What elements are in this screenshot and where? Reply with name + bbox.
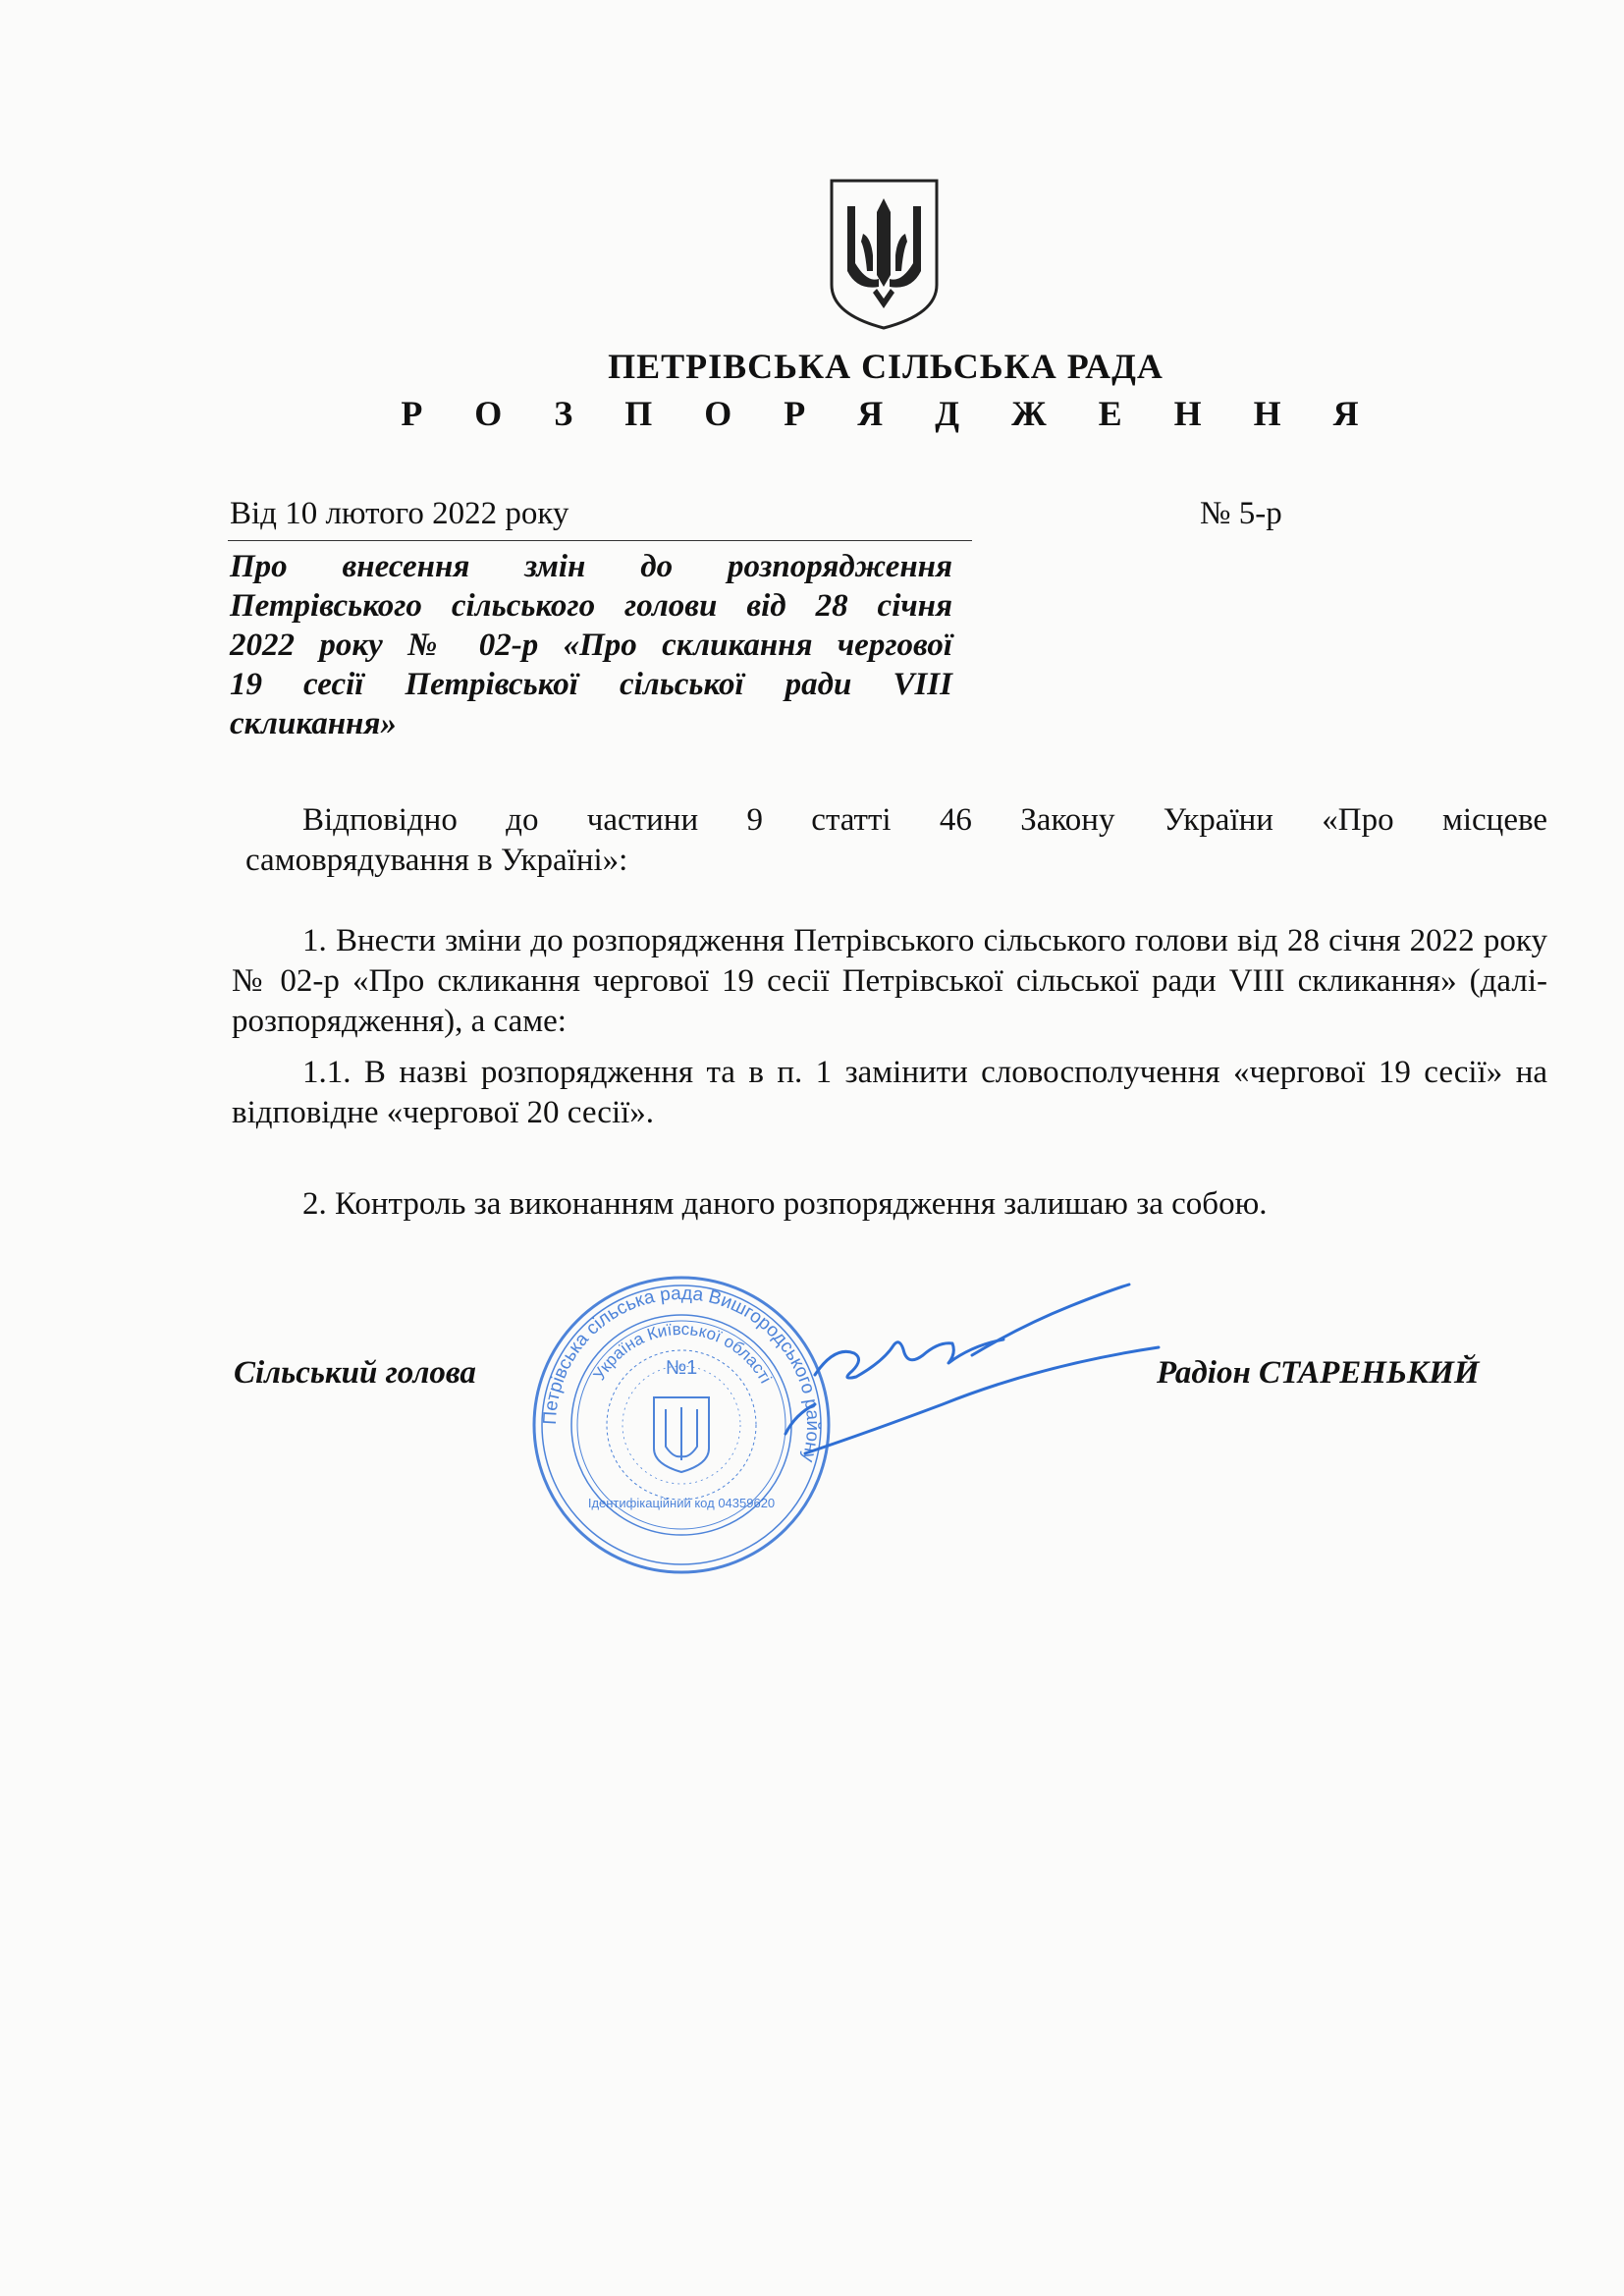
document-type-title: Р О З П О Р Я Д Ж Е Н Н Я <box>401 394 1380 433</box>
order-item-2: 2. Контроль за виконанням даного розпорядження залишаю за собою. <box>302 1186 1268 1222</box>
subject-line: скликання» <box>230 706 397 741</box>
stamp-inner-text: Україна Київської області <box>589 1319 776 1387</box>
legal-basis-line: Відповідно до частини 9 статті 46 Закону України «Про місцеве <box>302 802 1547 838</box>
subject-line: Петрівського сільського голови від 28 січня <box>230 588 952 624</box>
subject-line: Про внесення змін до розпорядження <box>230 549 952 584</box>
subject-line: 19 сесії Петрівської сільської ради VIII <box>230 667 952 702</box>
order-item-1-1: 1.1. В назві розпорядження та в п. 1 замінити словосполучення «чергової 19 сесії» на відповідне «чергової 20 сесії». <box>232 1055 1547 1130</box>
stamp-code: Ідентифікаційний код 04359620 <box>587 1496 776 1510</box>
legal-basis-line: самоврядування в Україні»: <box>245 843 628 878</box>
legal-basis-paragraph <box>232 800 1547 881</box>
council-name: ПЕТРІВСЬКА СІЛЬСЬКА РАДА <box>608 347 1164 386</box>
stamp-outer-text: Петрівська сільська рада Вишгородського району <box>539 1283 824 1465</box>
subject-line: 2022 року № 02-р «Про скликання чергової <box>230 628 952 663</box>
handwritten-signature-icon <box>746 1277 1168 1473</box>
document-date: Від 10 лютого 2022 року <box>228 496 972 541</box>
document-number: № 5-р <box>1200 496 1282 531</box>
document-subject <box>230 547 952 743</box>
signatory-position: Сільський голова <box>234 1355 476 1391</box>
signatory-name: Радіон СТАРЕНЬКИЙ <box>1157 1355 1480 1391</box>
trident-coat-of-arms-icon <box>828 177 941 331</box>
order-item-1: 1. Внести зміни до розпорядження Петрівського сільського голови від 28 січня 2022 року № 02-р «Про скликання чергової 19 сесії Петрівської сільської ради VIII скликання» (далі- розпорядження), а саме: <box>232 923 1547 1039</box>
stamp-number: №1 <box>665 1357 698 1379</box>
